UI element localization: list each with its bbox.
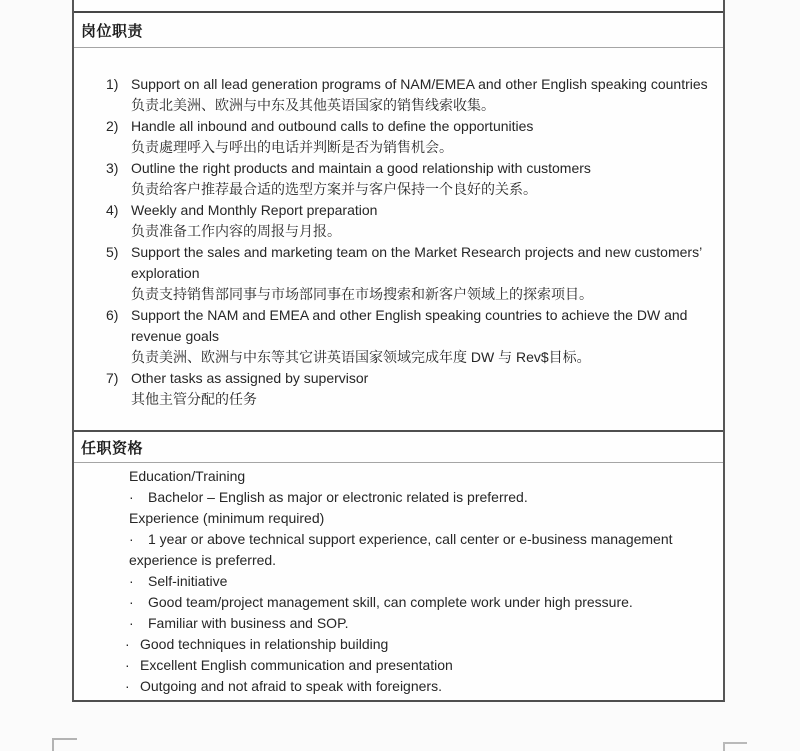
- responsibility-item: [106, 116, 711, 158]
- qualification-text: Bachelor – English as major or electronic related is preferred.: [148, 489, 528, 505]
- qualification-line: [125, 655, 709, 676]
- qualification-text: Good techniques in relationship building: [140, 636, 389, 652]
- bullet-dot: ·: [129, 573, 134, 589]
- qualification-line: [129, 613, 709, 634]
- item-text-zh: 负责美洲、欧洲与中东等其它讲英语国家领域完成年度 DW 与 Rev$目标。: [131, 349, 591, 365]
- bullet-dot: ·: [129, 531, 134, 547]
- item-text-zh: 其他主管分配的任务: [131, 391, 257, 407]
- table-row-cutoff: [74, 0, 723, 13]
- item-number: 1): [106, 76, 119, 92]
- item-text-zh: 负责處理呼入与呼出的电话并判断是否为销售机会。: [131, 139, 453, 155]
- item-text-en: Outline the right products and maintain a good relationship with customers: [131, 160, 591, 176]
- qualification-heading: Education/Training: [129, 468, 246, 484]
- responsibility-item: [106, 158, 711, 200]
- item-text-en: Weekly and Monthly Report preparation: [131, 202, 378, 218]
- bullet-dot: ·: [129, 489, 134, 505]
- responsibilities-title: 岗位职责: [81, 22, 144, 40]
- qualifications-content: [74, 463, 723, 697]
- item-text-en: Support the sales and marketing team on the Market Research projects and new customers’ exploration: [131, 244, 702, 281]
- qualification-line: [125, 676, 709, 697]
- item-text-en: Handle all inbound and outbound calls to define the opportunities: [131, 118, 534, 134]
- qualification-text: Familiar with business and SOP.: [148, 615, 349, 631]
- qualification-text: Outgoing and not afraid to speak with foreigners.: [140, 678, 442, 694]
- item-number: 4): [106, 202, 119, 218]
- job-description-table: [72, 0, 725, 702]
- item-number: 7): [106, 370, 119, 386]
- qualification-line: [129, 592, 709, 613]
- page-corner-mark-right: [723, 742, 747, 751]
- responsibility-item: [106, 74, 711, 116]
- item-text-zh: 负责准备工作内容的周报与月报。: [131, 223, 341, 239]
- qualification-text: Self-initiative: [148, 573, 228, 589]
- bullet-dot: ·: [125, 678, 130, 694]
- item-text-en: Other tasks as assigned by supervisor: [131, 370, 369, 386]
- page-corner-mark-left: [52, 738, 77, 751]
- bullet-dot: ·: [125, 657, 130, 673]
- bullet-dot: ·: [129, 594, 134, 610]
- qualification-line: [129, 529, 709, 571]
- responsibility-item: [106, 305, 711, 368]
- qualification-line: [125, 634, 709, 655]
- qualification-line: [129, 487, 709, 508]
- responsibility-item: [106, 200, 711, 242]
- item-number: 3): [106, 160, 119, 176]
- qualification-text: 1 year or above technical support experience, call center or e-business management experience is preferred.: [129, 531, 673, 568]
- responsibilities-content: [74, 48, 723, 432]
- item-text-zh: 负责支持销售部同事与市场部同事在市场搜索和新客户领域上的探索项目。: [131, 286, 593, 302]
- qualification-text: Excellent English communication and presentation: [140, 657, 453, 673]
- responsibility-item: [106, 242, 711, 305]
- item-text-en: Support the NAM and EMEA and other English speaking countries to achieve the DW and revenue goals: [131, 307, 688, 344]
- item-number: 2): [106, 118, 119, 134]
- item-number: 5): [106, 244, 119, 260]
- item-number: 6): [106, 307, 119, 323]
- bullet-dot: ·: [125, 636, 130, 652]
- item-text-zh: 负责给客户推荐最合适的选型方案并与客户保持一个良好的关系。: [131, 181, 537, 197]
- qualification-heading: Experience (minimum required): [129, 510, 325, 526]
- item-text-zh: 负责北美洲、欧洲与中东及其他英语国家的销售线索收集。: [131, 97, 495, 113]
- qualification-line: [129, 571, 709, 592]
- item-text-en: Support on all lead generation programs of NAM/EMEA and other English speaking countries: [131, 76, 708, 92]
- bullet-dot: ·: [129, 615, 134, 631]
- responsibility-item: [106, 368, 711, 410]
- section-header-qualifications: [74, 432, 723, 463]
- section-header-responsibilities: [74, 13, 723, 48]
- qualification-text: Good team/project management skill, can complete work under high pressure.: [148, 594, 633, 610]
- qualifications-title: 任职资格: [81, 439, 144, 457]
